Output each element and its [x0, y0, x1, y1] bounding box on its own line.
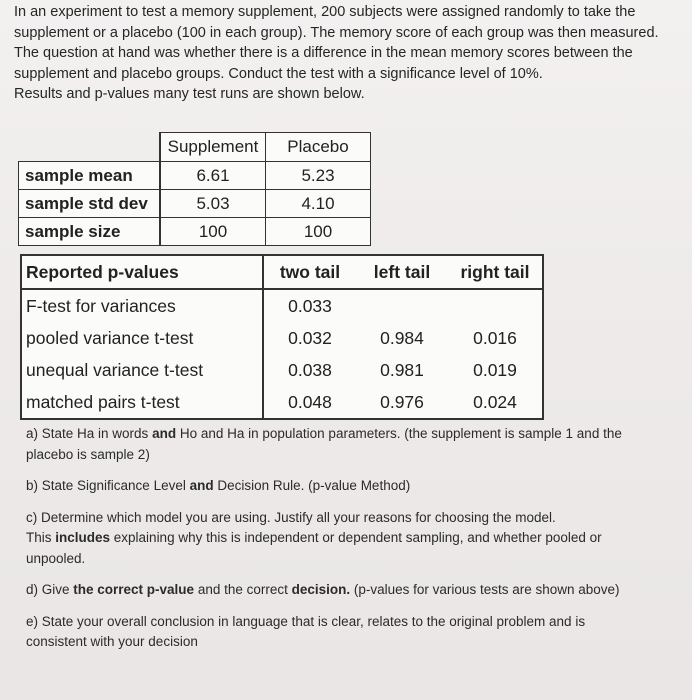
question-text: e) State your overall conclusion in language that is clear, relates to the original problem and is	[26, 613, 586, 629]
table-cell: 0.038	[288, 359, 332, 380]
table-cell: 0.032	[288, 327, 332, 348]
table-row	[21, 354, 543, 386]
question-emphasis: decision.	[291, 582, 351, 597]
row-label: sample std dev	[19, 190, 161, 218]
p-values-table	[20, 254, 544, 420]
intro-line: supplement or a placebo (100 in each group). The memory score of each group was then measured.	[14, 24, 659, 41]
table-cell: 0.984	[380, 327, 424, 348]
table-cell: 0.048	[288, 391, 332, 412]
question-b	[26, 476, 681, 497]
question-d	[26, 580, 681, 601]
table-cell	[448, 289, 543, 322]
question-text: unpooled.	[26, 550, 86, 566]
table-cell: 5.03	[160, 190, 266, 218]
row-label: sample size	[19, 218, 161, 246]
table-cell: 5.23	[266, 162, 371, 190]
question-text: explaining why this is independent or dependent sampling, and whether pooled or	[110, 530, 602, 545]
question-text: a) State Ha in words	[26, 426, 153, 441]
row-label: unequal variance t-test	[21, 354, 263, 386]
question-text: Ho and Ha in population parameters. (the supplement is sample 1 and the	[176, 426, 622, 441]
empty-corner-cell	[19, 133, 161, 162]
question-c	[26, 508, 681, 570]
question-emphasis: and	[189, 478, 214, 493]
column-header-supplement: Supplement	[160, 133, 266, 162]
column-header-left-tail: left tail	[356, 255, 448, 289]
table-cell: 0.024	[473, 391, 517, 412]
question-text: c) Determine which model you are using. Justify all your reasons for choosing the model.	[26, 509, 556, 525]
column-header-placebo: Placebo	[266, 133, 371, 162]
table-cell: 4.10	[266, 190, 371, 218]
row-label: sample mean	[19, 162, 161, 190]
p-values-title: Reported p-values	[21, 255, 263, 289]
table-row	[21, 386, 543, 419]
table-cell: 0.019	[473, 359, 517, 380]
question-text: and the correct	[194, 582, 292, 597]
problem-statement	[14, 2, 684, 105]
question-text: Decision Rule. (p-value Method)	[213, 478, 411, 493]
question-text: consistent with your decision	[26, 634, 198, 649]
question-emphasis: includes	[55, 530, 111, 545]
table-row	[19, 218, 371, 246]
table-header-row	[19, 133, 371, 162]
question-e	[26, 612, 681, 653]
table-cell	[356, 289, 448, 322]
column-header-right-tail: right tail	[448, 255, 543, 289]
intro-line: supplement and placebo groups. Conduct the test with a significance level of 10%.	[14, 65, 543, 82]
table-row	[19, 190, 371, 218]
row-label: pooled variance t-test	[21, 322, 263, 354]
table-header-row	[21, 255, 543, 289]
table-cell: 0.016	[473, 327, 517, 348]
table-cell: 100	[266, 218, 371, 246]
table-cell: 0.981	[380, 359, 424, 380]
question-text: This	[26, 530, 56, 545]
question-a	[26, 424, 681, 465]
question-text: (p-values for various tests are shown above)	[350, 582, 620, 597]
table-cell: 100	[160, 218, 266, 246]
summary-statistics-table	[18, 132, 371, 246]
question-text: b) State Significance Level	[26, 478, 190, 493]
table-row	[21, 322, 543, 354]
table-row	[21, 289, 543, 322]
question-text: d) Give	[26, 582, 74, 597]
table-cell: 6.61	[160, 162, 266, 190]
table-cell: 0.033	[288, 295, 332, 316]
question-list	[26, 424, 681, 664]
question-emphasis: and	[152, 426, 177, 441]
intro-line: In an experiment to test a memory supplement, 200 subjects were assigned randomly to take the	[14, 4, 636, 20]
intro-line: The question at hand was whether there is a difference in the mean memory scores between the	[14, 45, 633, 61]
row-label: F-test for variances	[21, 289, 263, 322]
row-label: matched pairs t-test	[21, 386, 263, 419]
intro-line: Results and p-values many test runs are shown below.	[14, 86, 365, 102]
table-row	[19, 162, 371, 190]
question-text: placebo is sample 2)	[26, 446, 150, 462]
question-emphasis: the correct p-value	[73, 582, 195, 597]
column-header-two-tail: two tail	[263, 255, 356, 289]
table-cell: 0.976	[380, 391, 424, 412]
